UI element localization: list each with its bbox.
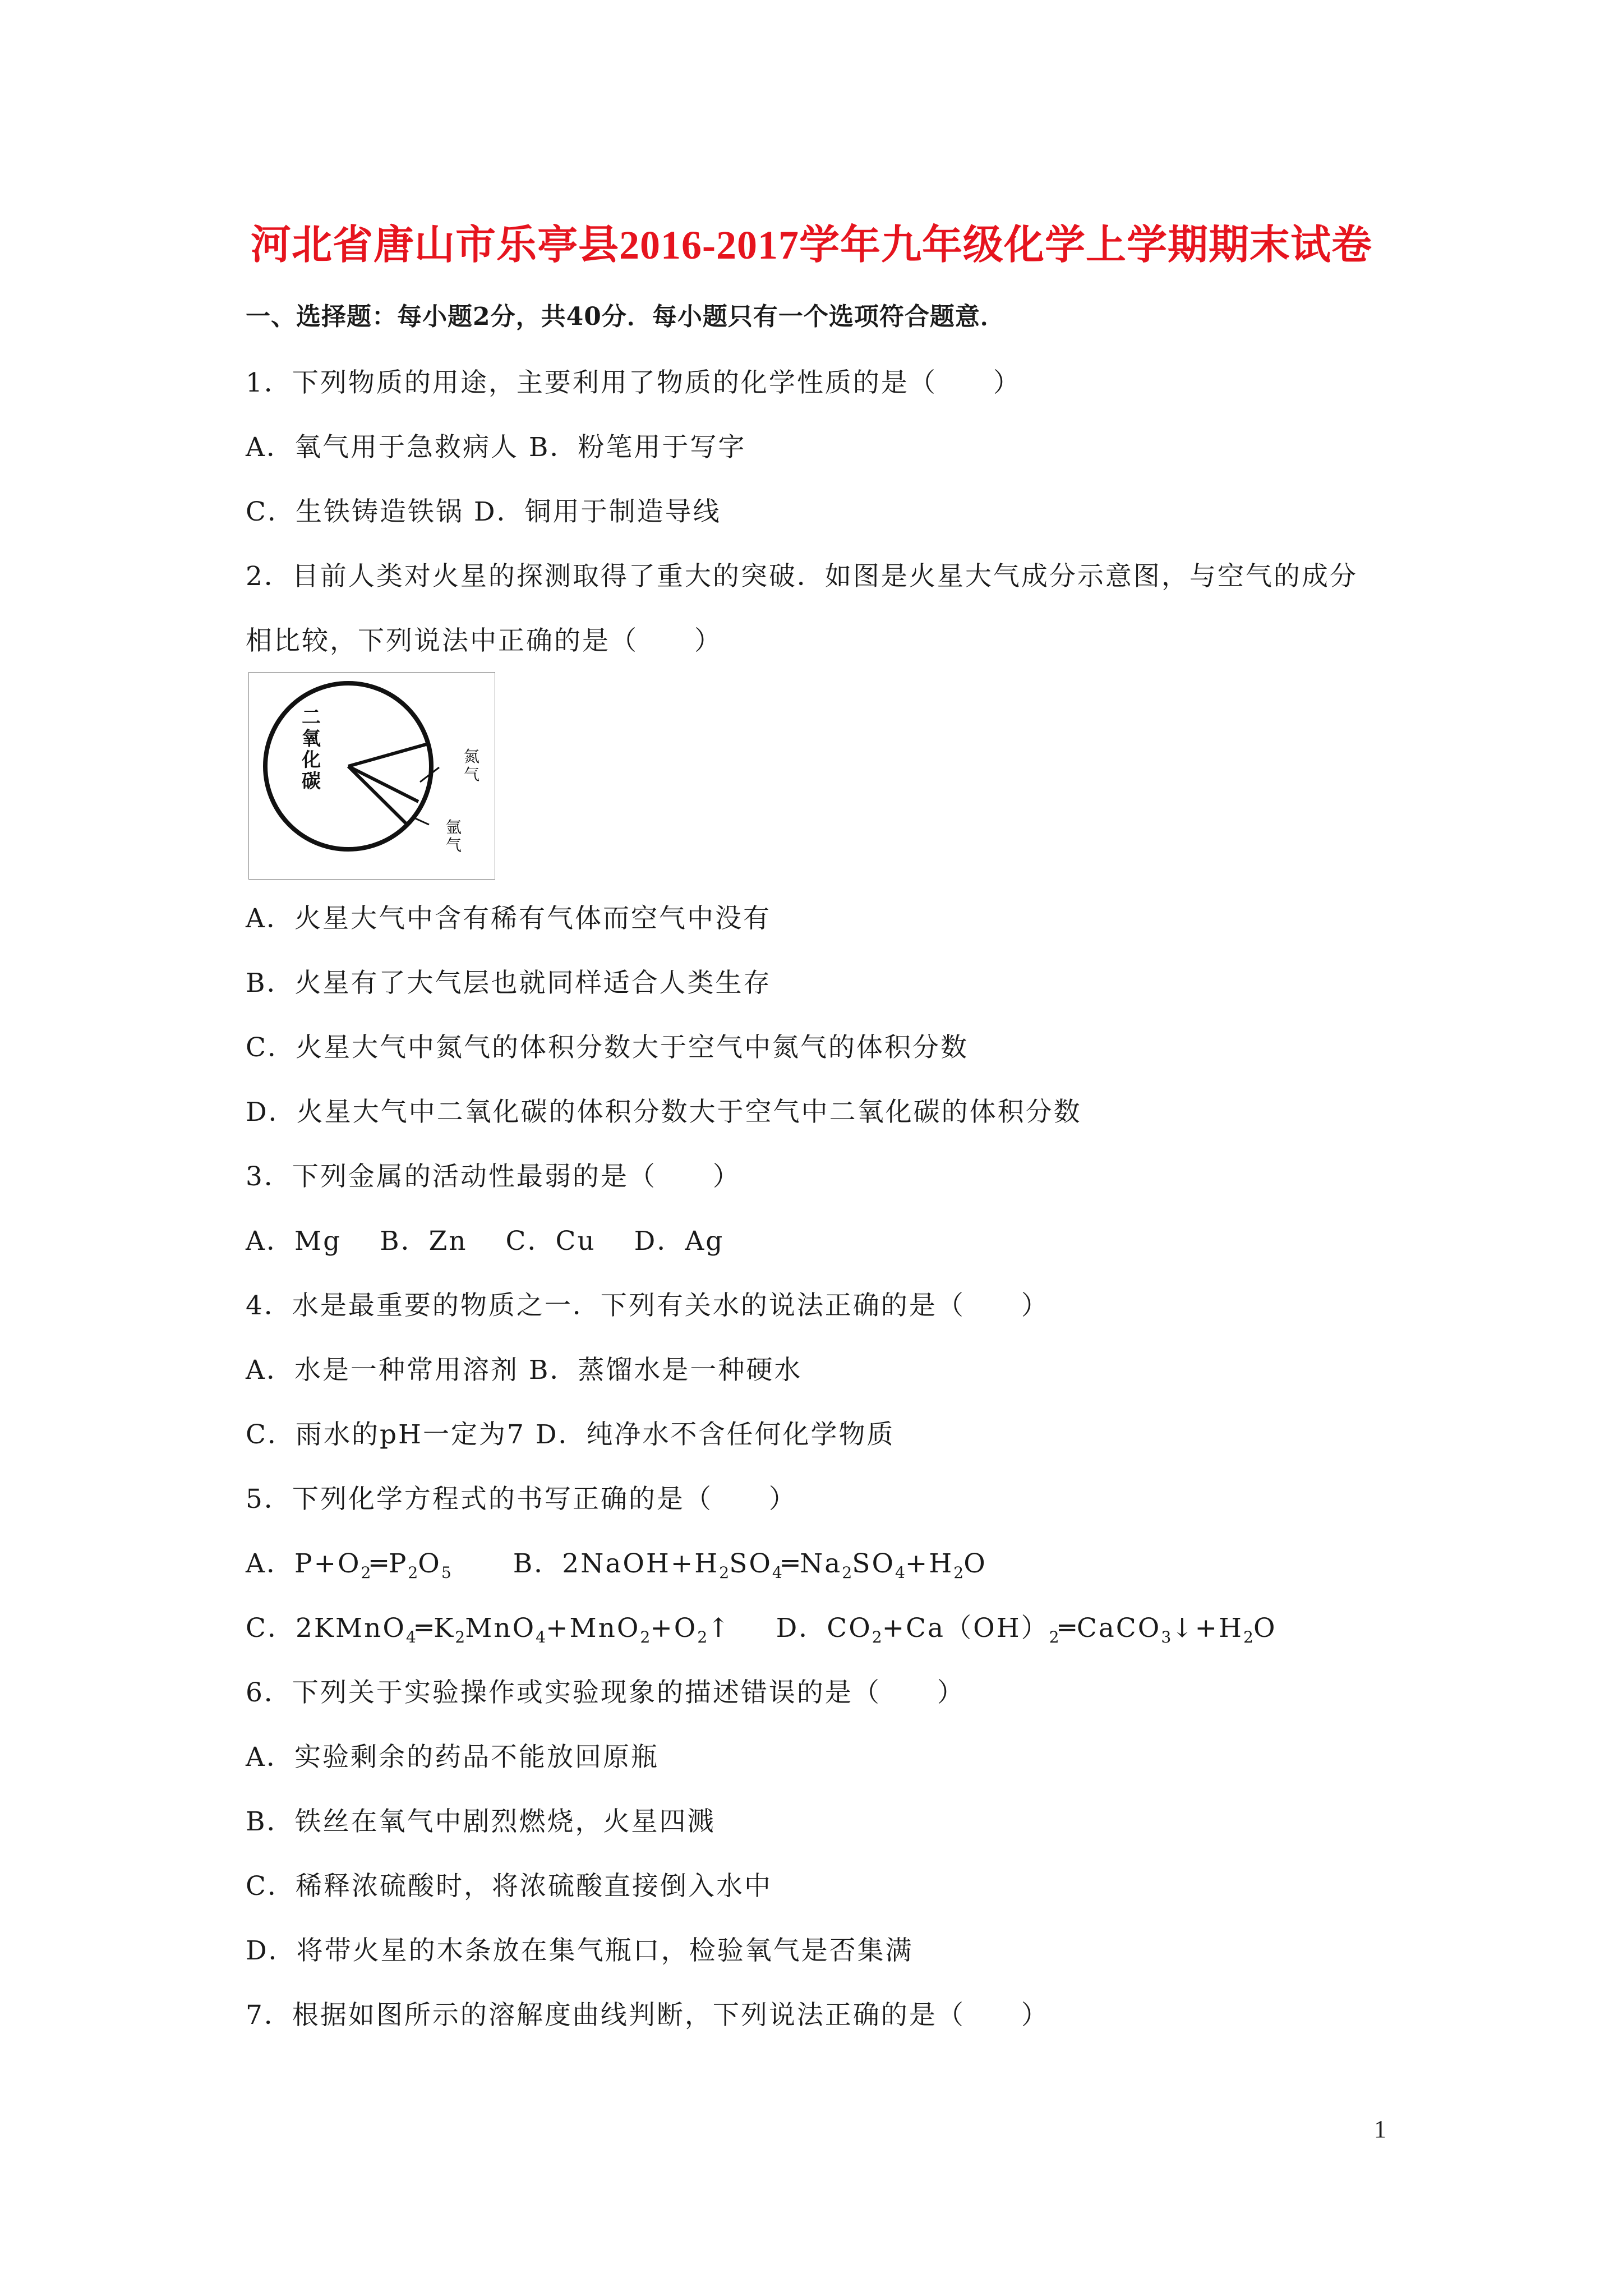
q5-a-prefix: A．P+O [246,1548,361,1579]
q5-d-sub2: 2 [1049,1627,1059,1646]
question-2-option-b: B．火星有了大气层也就同样适合人类生存 [246,968,772,999]
question-5-options-cd [246,1607,1277,1646]
q5-a-sub1: 2 [361,1563,371,1582]
q5-c-gas-arrow: ↑ [707,1613,731,1644]
question-2-option-a: A．火星大气中含有稀有气体而空气中没有 [246,903,771,934]
q5-d-ca: +Ca（OH） [882,1613,1049,1644]
q5-b-sub4: 4 [895,1563,905,1582]
q5-c-sub5: 2 [697,1627,708,1646]
q5-d-h: +H [1195,1613,1244,1644]
q5-b-sub3: 2 [842,1563,852,1582]
question-6-option-a: A．实验剩余的药品不能放回原瓶 [246,1742,659,1773]
q5-c-plus: +MnO [546,1613,640,1644]
pie-divider-1 [348,744,428,766]
pie-divider-2 [348,766,418,802]
q5-b-sub5: 2 [953,1563,964,1582]
label-co2-char-3: 化 [302,750,321,771]
question-1-options-ab: A．氧气用于急救病人 B．粉笔用于写字 [246,432,746,463]
q5-a-sub2: 2 [408,1563,418,1582]
question-3-stem: 3．下列金属的活动性最弱的是（ ） [246,1161,741,1192]
q5-a-sub3: 5 [441,1563,451,1582]
q5-c-sub3: 4 [536,1627,546,1646]
q5-d-sub1: 2 [872,1627,882,1646]
q5-c-sub2: 2 [455,1627,465,1646]
page-title: 河北省唐山市乐亭县2016-2017学年九年级化学上学期期末试卷 [251,223,1372,268]
question-7-stem: 7．根据如图所示的溶解度曲线判断，下列说法正确的是（ ） [246,2000,1049,2031]
question-5-stem: 5．下列化学方程式的书写正确的是（ ） [246,1484,797,1515]
question-4-stem: 4．水是最重要的物质之一．下列有关水的说法正确的是（ ） [246,1290,1049,1321]
pointer-ar [412,817,429,825]
label-co2-char-1: 二 [302,707,321,728]
label-ar-char-2: 气 [445,837,462,854]
q5-d-sub3: 3 [1161,1627,1172,1646]
label-n2-char-1: 氮 [463,748,480,766]
section-heading: 一、选择题：每小题2分，共40分．每小题只有一个选项符合题意． [246,302,1006,331]
question-2-stem-line1: 2．目前人类对火星的探测取得了重大的突破．如图是火星大气成分示意图，与空气的成分 [246,561,1358,592]
question-3-options: A．Mg B．Zn C．Cu D．Ag [246,1226,725,1257]
question-6-option-b: B．铁丝在氧气中剧烈燃烧，火星四溅 [246,1806,716,1837]
label-ar-char-1: 氩 [445,819,462,836]
question-6-option-c: C．稀释浓硫酸时，将浓硫酸直接倒入水中 [246,1871,772,1902]
label-co2-char-4: 碳 [302,771,321,792]
q5-c-o: +O [650,1613,698,1644]
q5-d-sub4: 2 [1243,1627,1253,1646]
question-6-option-d: D．将带火星的木条放在集气瓶口，检验氧气是否集满 [246,1935,914,1966]
q5-b-sub2: 4 [772,1563,782,1582]
q5-b-sub1: 2 [719,1563,730,1582]
question-2-stem-line2: 相比较，下列说法中正确的是（ ） [246,625,722,656]
page-number: 1 [1374,2115,1386,2143]
q5-a-eq: ═P [371,1548,408,1579]
q5-c-eq: ═K [416,1613,455,1644]
label-co2-char-2: 氧 [302,729,321,749]
q5-b-h: +H [905,1548,954,1579]
q5-b-eq: ═Na [782,1548,842,1579]
question-1-stem: 1．下列物质的用途，主要利用了物质的化学性质的是（ ） [246,367,1021,398]
q5-d-precipitate-arrow: ↓ [1171,1613,1195,1644]
question-1-options-cd: C．生铁铸造铁锅 D．铜用于制造导线 [246,496,721,527]
q5-c-prefix: C．2KMnO [246,1613,406,1644]
question-6-stem: 6．下列关于实验操作或实验现象的描述错误的是（ ） [246,1677,965,1708]
q5-d-o: O [1253,1613,1277,1644]
q5-b-so2: SO [852,1548,895,1579]
q5-d-prefix: D．CO [776,1613,872,1644]
q5-c-sub1: 4 [405,1627,416,1646]
question-4-options-ab: A．水是一种常用溶剂 B．蒸馏水是一种硬水 [246,1355,803,1386]
mars-atmosphere-figure [248,672,495,880]
pie-divider-3 [348,766,406,823]
label-n2-char-2: 气 [463,766,480,784]
question-4-options-cd: C．雨水的pH一定为7 D．纯净水不含任何化学物质 [246,1419,895,1450]
q5-d-eq: ═CaCO [1059,1613,1161,1644]
question-2-option-c: C．火星大气中氮气的体积分数大于空气中氮气的体积分数 [246,1032,969,1063]
q5-c-mno: MnO [465,1613,536,1644]
q5-c-sub4: 2 [640,1627,651,1646]
q5-a-o: O [418,1548,441,1579]
question-2-option-d: D．火星大气中二氧化碳的体积分数大于空气中二氧化碳的体积分数 [246,1097,1082,1128]
q5-b-so: SO [729,1548,772,1579]
q5-b-prefix: B．2NaOH+H [513,1548,720,1579]
question-5-options-ab [246,1543,987,1582]
q5-b-o: O [963,1548,987,1579]
